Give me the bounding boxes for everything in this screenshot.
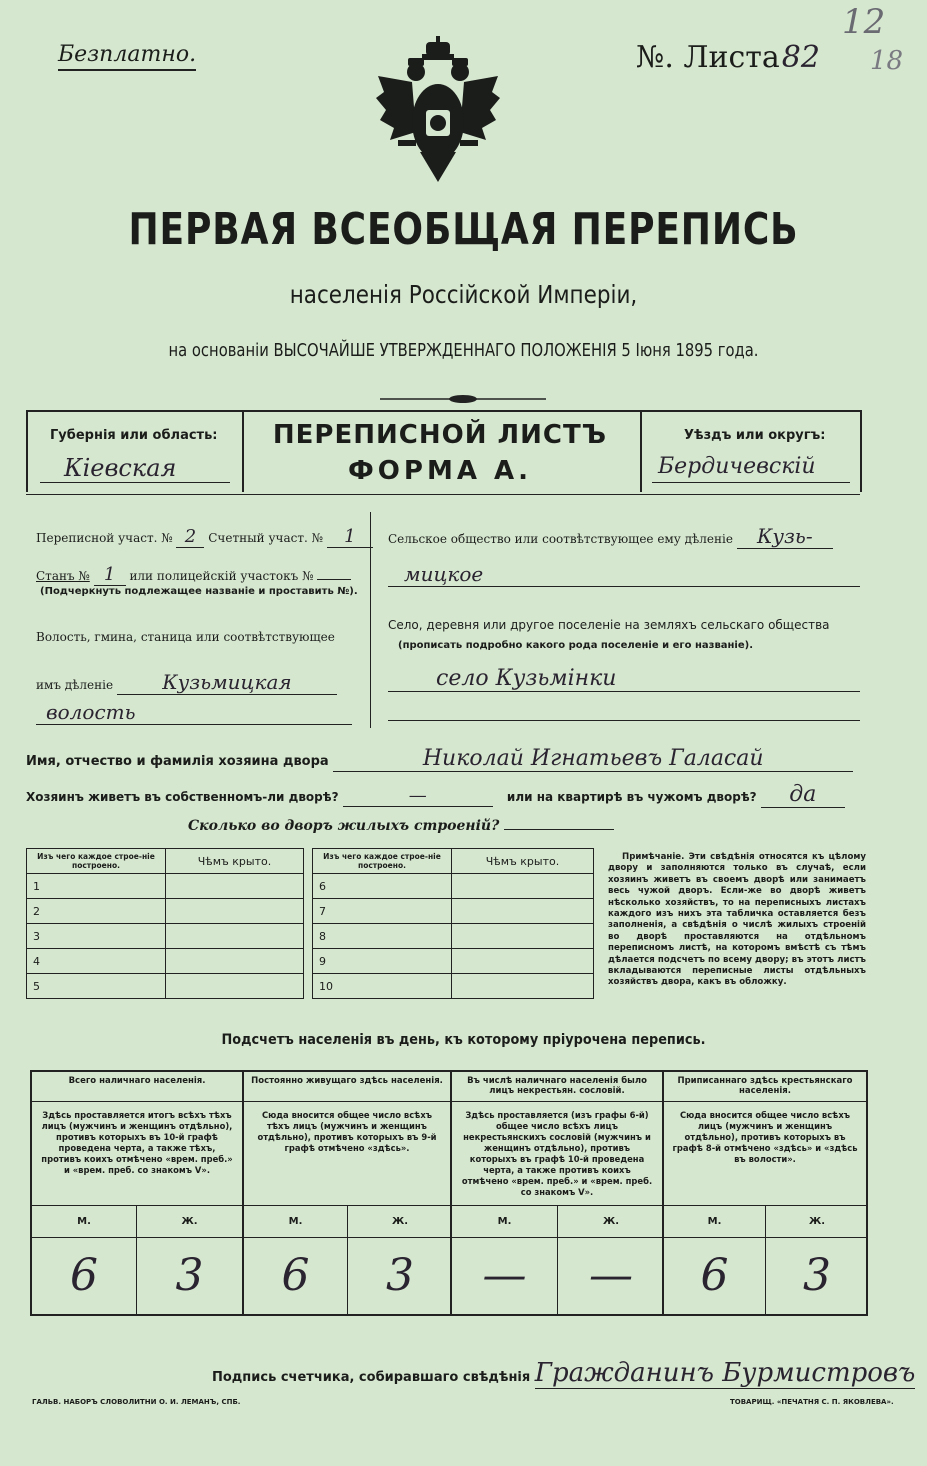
population-group bbox=[242, 1072, 450, 1314]
population-male-label: М. bbox=[244, 1206, 348, 1238]
census-district-label: Переписной участ. № bbox=[36, 531, 173, 545]
buildings-roof-cell bbox=[166, 974, 304, 999]
police-label: или полицейскій участокъ № bbox=[129, 569, 314, 583]
corner-number-1: 12 bbox=[842, 2, 886, 42]
footer-left-print: ГАЛЬВ. НАБОРЪ СЛОВОЛИТНИ О. И. ЛЕМАНЪ, СПБ. bbox=[32, 1398, 241, 1406]
buildings-row bbox=[188, 818, 614, 834]
population-group-desc: Здѣсь проставляется (изъ графы 6-й) общее число всѣхъ лицъ некрестьянскихъ сословій (мужчинъ и женщинъ отдѣльно), противъ которыхъ въ графѣ 10-й проведена черта, а также противъ коихъ отмѣчено «врем. преб.» и «врем. преб. со знакомъ V». bbox=[452, 1102, 662, 1206]
population-group bbox=[450, 1072, 662, 1314]
population-female-label: Ж. bbox=[558, 1206, 664, 1238]
village-extra-line bbox=[388, 720, 860, 721]
population-male-value: 6 bbox=[244, 1238, 348, 1314]
population-female-label: Ж. bbox=[137, 1206, 242, 1238]
population-grid bbox=[32, 1072, 866, 1314]
main-title: ПЕРВАЯ ВСЕОБЩАЯ ПЕРЕПИСЬ bbox=[128, 204, 799, 255]
volost-label-2: имъ дѣленіе bbox=[36, 678, 114, 692]
footer-right-print: ТОВАРИЩ. «ПЕЧАТНЯ С. П. ЯКОВЛЕВА». bbox=[730, 1398, 894, 1406]
buildings-row-number: 1 bbox=[27, 874, 166, 899]
uezd-value: Бердичевскій bbox=[658, 454, 816, 479]
population-female-value: 3 bbox=[803, 1250, 831, 1301]
volost-row bbox=[36, 670, 356, 695]
society-value-1: Кузь- bbox=[737, 524, 833, 549]
population-group-desc: Сюда вносится общее число всѣхъ лицъ (мужчинъ и женщинъ отдѣльно), противъ которыхъ въ графѣ 8-й отмѣчено «здѣсь» и «здѣсь въ волости». bbox=[664, 1102, 866, 1206]
buildings-roof-cell bbox=[166, 949, 304, 974]
society-row bbox=[388, 524, 860, 549]
subtitle: населенія Россійской Имперіи, bbox=[289, 280, 638, 309]
buildings-col-material: Изъ чего каждое строе-ніе построено. bbox=[313, 849, 452, 874]
population-female-label: Ж. bbox=[348, 1206, 452, 1238]
buildings-col-roof: Чѣмъ крыто. bbox=[452, 849, 594, 874]
owner-lives-other-value: да bbox=[761, 782, 845, 808]
buildings-row-number: 6 bbox=[313, 874, 452, 899]
guberniya-underline bbox=[40, 482, 230, 483]
police-note: (Подчеркнуть подлежащее названіе и проставить №). bbox=[40, 586, 358, 597]
population-female-value: 3 bbox=[175, 1250, 204, 1301]
buildings-row-number: 10 bbox=[313, 974, 452, 999]
buildings-row-number: 7 bbox=[313, 899, 452, 924]
buildings-col-material: Изъ чего каждое строе-ніе построено. bbox=[27, 849, 166, 874]
sheet-number bbox=[636, 40, 820, 75]
owner-name-row bbox=[26, 746, 860, 772]
stan-row bbox=[36, 564, 356, 586]
uezd-label: Уѣздъ или округъ: bbox=[684, 428, 826, 443]
buildings-roof-cell bbox=[166, 899, 304, 924]
population-male-value: 6 bbox=[664, 1238, 766, 1314]
corner-number-2: 18 bbox=[870, 46, 904, 76]
owner-lives-row bbox=[26, 782, 860, 808]
police-value-blank bbox=[317, 579, 351, 580]
volost-value-1: Кузьмицкая bbox=[117, 670, 337, 695]
signature-label: Подпись счетчика, собиравшаго свѣдѣнія bbox=[212, 1370, 531, 1385]
buildings-label: Сколько во дворъ жилыхъ строеній? bbox=[188, 818, 500, 834]
buildings-row-number: 8 bbox=[313, 924, 452, 949]
buildings-value-blank bbox=[504, 829, 614, 830]
form-letter: ФОРМА А. bbox=[348, 456, 532, 486]
imperial-eagle-emblem-icon bbox=[372, 36, 504, 186]
guberniya-box bbox=[26, 410, 244, 492]
buildings-row-number: 5 bbox=[27, 974, 166, 999]
village-label: Село, деревня или другое поселеніе на земляхъ сельскаго общества bbox=[388, 618, 830, 632]
buildings-roof-cell bbox=[166, 874, 304, 899]
census-district-value: 2 bbox=[176, 526, 204, 548]
population-group-title: Постоянно живущаго здѣсь населенія. bbox=[244, 1072, 450, 1102]
owner-name-label: Имя, отчество и фамилія хозяина двора bbox=[26, 754, 329, 769]
population-male-value: — bbox=[452, 1238, 558, 1314]
population-group-title: Всего наличнаго населенія. bbox=[32, 1072, 242, 1102]
village-value: село Кузьмінки bbox=[388, 666, 860, 692]
buildings-roof-cell bbox=[452, 949, 594, 974]
guberniya-label: Губернія или область: bbox=[50, 428, 218, 443]
buildings-table-right bbox=[312, 848, 594, 999]
count-district-label: Счетный участ. № bbox=[208, 531, 323, 545]
owner-lives-label: Хозяинъ живетъ въ собственномъ-ли дворѣ? bbox=[26, 790, 339, 804]
population-heading: Подсчетъ населенія въ день, къ которому пріурочена перепись. bbox=[221, 1032, 706, 1048]
signature-row bbox=[212, 1358, 915, 1389]
society-value-2: мицкое bbox=[388, 562, 860, 587]
volost-value-2: волость bbox=[36, 700, 352, 725]
village-note: (прописать подробно какого рода поселеніе и его названіе). bbox=[398, 640, 754, 651]
population-male-label: М. bbox=[452, 1206, 558, 1238]
population-table bbox=[30, 1070, 868, 1316]
buildings-row-number: 4 bbox=[27, 949, 166, 974]
buildings-row-number: 9 bbox=[313, 949, 452, 974]
owner-lives-own-value: — bbox=[343, 785, 493, 807]
population-group bbox=[662, 1072, 866, 1314]
population-male-label: М. bbox=[664, 1206, 766, 1238]
population-group bbox=[32, 1072, 242, 1314]
population-male-value: 6 bbox=[32, 1238, 137, 1314]
buildings-row-number: 3 bbox=[27, 924, 166, 949]
buildings-roof-cell bbox=[452, 874, 594, 899]
stan-value: 1 bbox=[94, 564, 126, 586]
population-female-label: Ж. bbox=[766, 1206, 868, 1238]
ornament-divider bbox=[380, 389, 546, 399]
basis-line: на основаніи ВЫСОЧАЙШЕ УТВЕРЖДЕННАГО ПОЛОЖЕНІЯ 5 Іюня 1895 года. bbox=[168, 340, 759, 361]
form-title: ПЕРЕПИСНОЙ ЛИСТЪ bbox=[272, 420, 608, 450]
signature-value: Гражданинъ Бурмистровъ bbox=[534, 1358, 916, 1388]
sheet-number-label: №. Листа bbox=[636, 40, 780, 75]
buildings-col-roof: Чѣмъ крыто. bbox=[166, 849, 304, 874]
population-female-value: — bbox=[589, 1250, 633, 1301]
stan-label: Станъ № bbox=[36, 569, 90, 583]
buildings-row-number: 2 bbox=[27, 899, 166, 924]
count-district-value: 1 bbox=[327, 526, 373, 548]
owner-lives-other-label: или на квартирѣ въ чужомъ дворѣ? bbox=[506, 790, 757, 804]
population-male-label: М. bbox=[32, 1206, 137, 1238]
population-group-desc: Сюда вносится общее число всѣхъ тѣхъ лицъ (мужчинъ и женщинъ отдѣльно), противъ которыхъ въ 9-й графѣ отмѣчено «здѣсь». bbox=[244, 1102, 450, 1206]
guberniya-value: Кіевская bbox=[64, 454, 177, 482]
owner-name-value: Николай Игнатьевъ Галасай bbox=[333, 746, 853, 772]
volost-label: Волость, гмина, станица или соотвѣтствующее bbox=[36, 630, 335, 644]
buildings-roof-cell bbox=[452, 899, 594, 924]
buildings-roof-cell bbox=[452, 924, 594, 949]
uezd-underline bbox=[652, 482, 850, 483]
buildings-roof-cell bbox=[452, 974, 594, 999]
note-text: Примѣчаніе. Эти свѣдѣнія относятся къ цѣлому двору и заполняются только въ случаѣ, если хозяинъ живетъ въ своемъ дворѣ или занимаетъ весь чужой дворъ. Если-же во дворѣ живетъ нѣсколько хозяйствъ, то на переписныхъ листахъ каждого изъ нихъ эта табличка оставляется безъ заполненія, а свѣдѣнія о числѣ жилыхъ строеній во дворѣ проставляются на отдѣльномъ переписномъ листѣ, на которомъ вмѣстѣ съ тѣмъ дѣлается подсчетъ по всему двору; въ этотъ листъ вкладываются переписные листы отдѣльныхъ хозяйствъ двора, какъ въ обложку. bbox=[608, 852, 866, 988]
population-group-desc: Здѣсь проставляется итогъ всѣхъ тѣхъ лицъ (мужчинъ и женщинъ отдѣльно), противъ которыхъ въ 10-й графѣ проведена черта, а также тѣхъ, противъ коихъ отмѣчено «врем. преб.» и «врем. преб. со знакомъ V». bbox=[32, 1102, 242, 1206]
population-group-title: Приписаннаго здѣсь крестьянскаго населенія. bbox=[664, 1072, 866, 1102]
society-label: Сельское общество или соотвѣтствующее ему дѣленіе bbox=[388, 532, 733, 546]
buildings-table-left bbox=[26, 848, 304, 999]
uezd-box bbox=[640, 410, 862, 492]
sheet-number-value: 82 bbox=[781, 40, 820, 75]
free-label: Безплатно. bbox=[58, 42, 196, 71]
population-female-value: 3 bbox=[386, 1250, 414, 1301]
buildings-roof-cell bbox=[166, 924, 304, 949]
census-district-row bbox=[36, 526, 356, 548]
population-group-title: Въ числѣ наличнаго населенія было лицъ некрестьян. сословій. bbox=[452, 1072, 662, 1102]
